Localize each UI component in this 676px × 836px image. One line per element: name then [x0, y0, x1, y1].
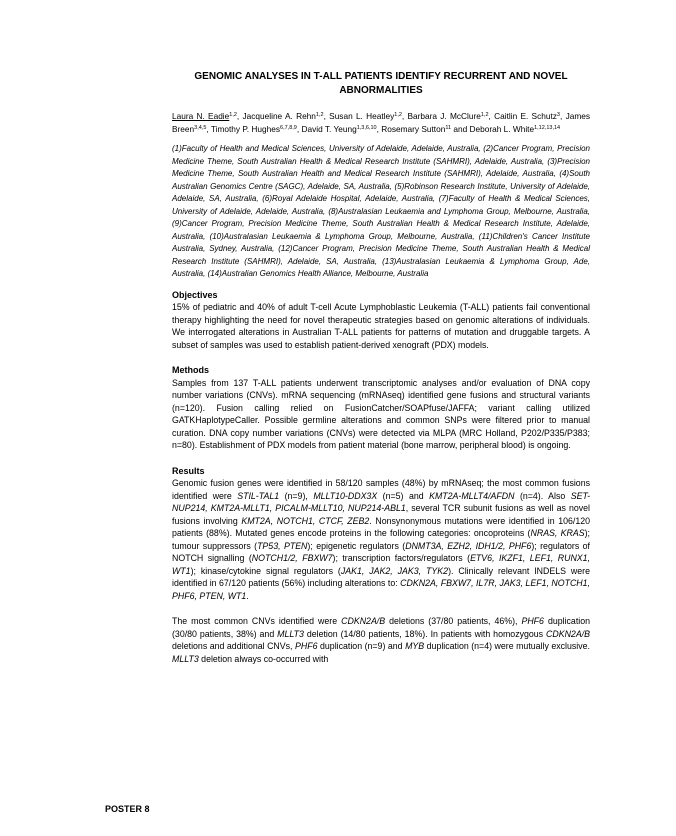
text-run: ); regulators of NOTCH signalling (: [172, 540, 590, 563]
text-run: (n=4). Also: [514, 490, 571, 501]
text-run: (n=5) and: [377, 490, 430, 501]
methods-body: Samples from 137 T-ALL patients underwent transcriptomic analyses and/or evaluation of DNA copy number variations (CNVs). mRNA sequencing (mRNAseq) identified gene fusions and structural variants (n=120). Fusion calling relied on FusionCatcher/SOAPfuse/JAFFA; variant calling utilized GATKHaplotypeCaller. Possible germline alterations and common SNPs were filtered prior to manual curation. DNA copy number variations (CNVs) were detected via MLPA (MRC Holland, P202/P335/P383; n=80). Establishment of PDX models from patient material (bone marrow, peripheral blood) is ongoing.: [172, 377, 590, 450]
gene-name: NRAS, KRAS: [530, 528, 585, 538]
poster-number: POSTER 8: [105, 804, 150, 814]
gene-name: TP53, PTEN: [257, 540, 308, 551]
text-run: , several TCR subunit fusions as well as novel fusions involving: [172, 503, 590, 526]
author-name: Susan L. Heatley: [329, 111, 395, 121]
first-author: Laura N. Eadie: [172, 111, 230, 121]
results-heading: Results: [172, 465, 205, 476]
author-affiliation: 3,4,5: [194, 124, 207, 131]
gene-name: PHF6: [521, 616, 544, 626]
gene-name: SET-NUP214, KMT2A-MLLT1, PICALM-MLLT10, NUP214-ABL1: [172, 490, 590, 513]
gene-name: MLLT3: [277, 628, 304, 639]
author-affiliation: 1,2: [394, 112, 402, 118]
author-affiliation: 1,3,6,10: [356, 124, 377, 131]
gene-name: STIL-TAL1: [237, 490, 280, 501]
gene-name: MLLT10-DDX3X: [313, 490, 378, 501]
affiliations: (1)Faculty of Health and Medical Sciences, University of Adelaide, Adelaide, Australia, (2)Cancer Program, Precision Medicine Theme, South Australian Health & Medical Research Institute (SAHMRI), Adelaide, Australia, (3)Precision Medicine Theme, South Australian Health and Medical Research Institute (SAHMRI), Adelaide, Australia, (4)South Australian Genomics Centre (SAGC), Adelaide, SA, Australia, (5)Robinson Research Institute, University of Adelaide, Adelaide, SA, Australia, (6)Royal Adelaide Hospital, Adelaide, Australia, (7)Faculty of Health & Medical Sciences, University of Adelaide, Adelaide, Australia, (8)Australasian Leukaemia and Lymphoma Group, Melbourne, Australia, (9)Cancer Program, Precision Medicine Theme, South Australian Health & Medical Research Institute, Adelaide, Australia, (10)Australasian Leukaemia & Lymphoma Group, Melbourne, Australia, (11)Children's Cancer Institute Australia, Sydney, Australia, (12)Cancer Program, Precision Medicine Theme, South Australian Health & Medical Research Institute (SAHMRI), Adelaide, SA, Australia, (13)Australasian Leukaemia & Lymphoma Group, Ade, Australia, (14)Australian Genomics Health Alliance, Melbourne, Australia: [172, 144, 590, 278]
abstract-title: GENOMIC ANALYSES IN T-ALL PATIENTS IDENTIFY RECURRENT AND NOVEL ABNORMALITIES: [194, 71, 568, 96]
text-run: deletion always co-occurred with: [198, 653, 329, 664]
gene-name: KMT2A-MLLT4/AFDN: [429, 490, 515, 501]
author-affiliation: 1,12,13,14: [534, 124, 561, 131]
author-affiliation: 1,2: [480, 112, 489, 118]
gene-name: DNMT3A, EZH2, IDH1/2, PHF6: [405, 540, 532, 551]
author-name: James Breen: [172, 111, 590, 134]
text-run: duplication (30/80 patients, 38%) and: [172, 616, 590, 639]
text-run: deletions (37/80 patients, 46%),: [385, 616, 522, 626]
text-run: ). Clinically relevant INDELS were identified in 67/120 patients (56%) including alterations to:: [172, 565, 591, 588]
text-run: Genomic fusion genes were identified in 58/120 samples (48%) by mRNAseq; the most common fusions identified were: [172, 478, 590, 501]
text-run: .: [246, 590, 249, 601]
author-affiliation: 1,2: [315, 112, 324, 118]
author-name: Barbara J. McClure: [407, 111, 481, 121]
text-run: duplication (n=9) and: [317, 641, 406, 651]
results-paragraph-2: [172, 615, 590, 665]
author-name: David T. Yeung: [301, 123, 357, 134]
methods-heading: Methods: [172, 365, 209, 375]
author-name: Deborah L. White: [469, 123, 535, 134]
text-run: ); kinase/cytokine signal regulators (: [190, 565, 341, 576]
author-name: Jacqueline A. Rehn: [242, 111, 316, 121]
abstract-page: [172, 70, 590, 678]
objectives-heading: Objectives: [172, 289, 218, 300]
text-run: ); transcription factors/regulators (: [332, 553, 471, 563]
gene-name: CDKN2A, FBXW7, IL7R, JAK3, LEF1, NOTCH1, PHF6, PTEN, WT1: [172, 578, 590, 601]
gene-name: ETV6, IKZF1, LEF1, RUNX1, WT1: [172, 553, 590, 576]
gene-name: NOTCH1/2, FBXW7: [251, 553, 333, 563]
author-affiliation: 3: [556, 112, 560, 118]
text-run: ); tumour suppressors (: [172, 528, 590, 551]
objectives-body: 15% of pediatric and 40% of adult T-cell Acute Lymphoblastic Leukemia (T-ALL) patients fail conventional therapy highlighting the need for novel therapeutic strategies based on genomic alterations of individuals. We interrogated alterations in Australian T-ALL patients for patterns of mutation and druggable targets. A subset of samples was used to establish patient-derived xenograft (PDX) models.: [172, 302, 590, 350]
author-name: Timothy P. Hughes: [210, 123, 281, 134]
text-run: deletion (14/80 patients, 18%). In patients with homozygous: [303, 628, 546, 639]
text-run: (n=9),: [279, 490, 314, 501]
text-run: ); epigenetic regulators (: [307, 540, 406, 551]
author-affiliation: 11: [445, 124, 452, 131]
author-name: Rosemary Sutton: [381, 123, 446, 134]
gene-name: MLLT3: [172, 653, 199, 664]
gene-name: JAK1, JAK2, JAK3, TYK2: [340, 565, 449, 576]
text-run: deletions and additional CNVs,: [172, 641, 296, 651]
gene-name: CDKN2A/B: [341, 616, 386, 626]
results-paragraph-1: [172, 477, 590, 602]
author-list: Laura N. Eadie$^{1,2}$, Jacqueline A. Rehn$^{1,2}$, Susan L. Heatley$^{1,2}$, Barbara J. McClure$^{1,2}$, Caitlin E. Schutz$^3$, James Breen$^{3,4,5}$, Timothy P. Hughes$^{6,7,8,9}$, David T. Yeung$^{1,3,6,10}$, Rosemary Sutton$^{11}$ and Deborah L. White$^{1,12,13,14}$: [172, 111, 590, 134]
text-run: The most common CNVs identified were: [172, 616, 342, 626]
gene-name: CDKN2A/B: [546, 628, 590, 639]
author-name: Caitlin E. Schutz: [494, 111, 557, 121]
gene-name: KMT2A, NOTCH1, CTCF, ZEB2: [241, 515, 370, 526]
gene-name: MYB: [405, 641, 425, 651]
first-author-affiliation: 1,2: [229, 112, 237, 118]
gene-name: PHF6: [295, 641, 318, 651]
text-run: . Nonsynonymous mutations were identified in 106/120 patients (88%). Mutated genes encode proteins in the following categories: oncoproteins (: [172, 515, 590, 538]
text-run: duplication (n=4) were mutually exclusive.: [424, 641, 590, 651]
author-affiliation: 6,7,8,9: [280, 124, 297, 131]
